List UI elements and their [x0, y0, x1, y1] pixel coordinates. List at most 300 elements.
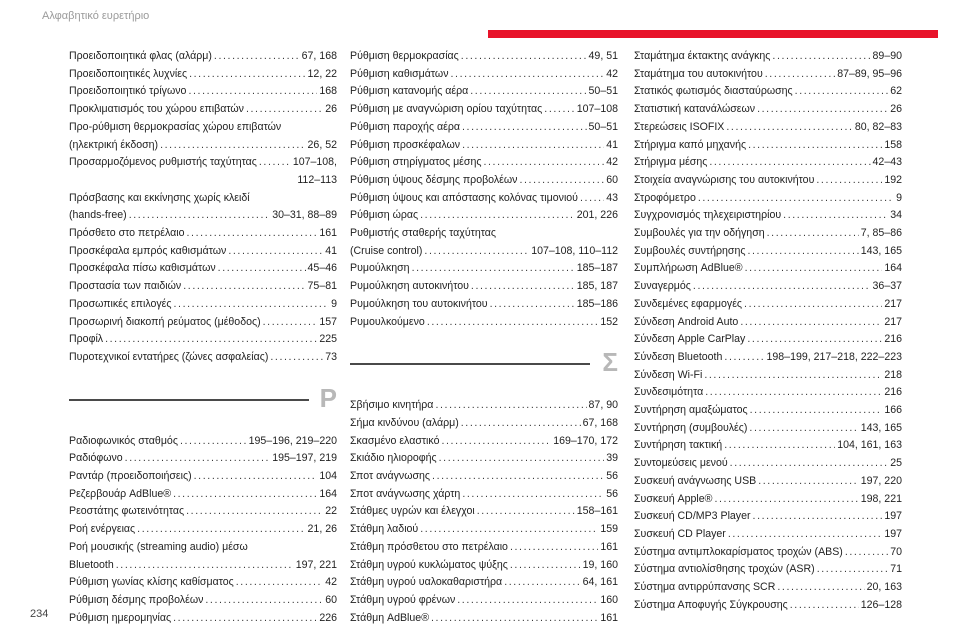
- entry-pages: 22: [325, 505, 337, 518]
- entry-term: Ρύθμιση ύψους και απόστασης κολόνας τιμονιού: [350, 191, 578, 204]
- index-entry: [634, 349, 902, 367]
- dot-leader: [510, 539, 598, 557]
- dot-leader: [420, 521, 598, 539]
- dot-leader: [845, 544, 888, 562]
- index-entry: [69, 557, 337, 575]
- entry-pages: 26: [890, 103, 902, 116]
- dot-leader: [451, 66, 605, 84]
- entry-pages: 107–108,: [292, 156, 337, 169]
- entry-pages: 26, 52: [307, 138, 337, 151]
- dot-leader: [125, 450, 271, 468]
- index-entry: [634, 260, 902, 278]
- index-entry: [634, 314, 902, 332]
- index-entry: [634, 561, 902, 579]
- entry-term: Σκασμένο ελαστικό: [350, 434, 440, 447]
- entry-term: Συσκευή CD/MP3 Player: [634, 510, 751, 523]
- entry-pages: 164: [319, 487, 337, 500]
- section-header-sigma: [350, 345, 618, 383]
- index-entry: [350, 207, 618, 225]
- entry-pages: 20, 163: [866, 581, 902, 594]
- entry-pages: 89–90: [872, 50, 902, 62]
- dot-leader: [174, 296, 330, 314]
- dot-leader: [714, 491, 858, 509]
- entry-pages: 161: [600, 611, 618, 624]
- entry-pages: 107–108: [576, 103, 618, 116]
- index-entry: [634, 101, 902, 119]
- entry-term: (ηλεκτρική έκδοση): [69, 138, 159, 151]
- entry-term: Ρεοστάτης φωτεινότητας: [69, 505, 185, 518]
- entries-col2-a: [350, 48, 618, 331]
- entry-term: Στάθμη υγρού κυκλώματος ψύξης: [350, 558, 508, 571]
- entry-term: Σποτ ανάγνωσης: [350, 470, 431, 483]
- index-entry: [350, 521, 618, 539]
- index-entry: [350, 397, 618, 415]
- entry-term: Συσκευή ανάγνωσης USB: [634, 474, 757, 487]
- index-entry: [634, 526, 902, 544]
- dot-leader: [749, 420, 858, 438]
- entry-pages: 169–170, 172: [553, 434, 618, 447]
- entry-term: Στάθμη υγρού φρένων: [350, 593, 456, 606]
- entry-term: Στήριγμα μέσης: [634, 156, 708, 169]
- entry-term: Ρύθμιση δέσμης προβολέων: [69, 593, 204, 606]
- entry-term: Στατικός φωτισμός διασταύρωσης: [634, 85, 793, 98]
- dot-leader: [173, 486, 317, 504]
- index-entry-line: Πρόσβασης και εκκίνησης χωρίς κλειδί: [69, 191, 250, 204]
- dot-leader: [783, 207, 888, 225]
- entry-pages: 143, 165: [860, 244, 902, 257]
- index-entry: [350, 154, 618, 172]
- entry-pages: 226: [319, 611, 337, 624]
- index-entry: [69, 314, 337, 332]
- entry-pages: 21, 26: [307, 523, 337, 536]
- index-entry: [634, 137, 902, 155]
- index-entry: [634, 437, 902, 455]
- entry-term: Συντομεύσεις μενού: [634, 457, 728, 470]
- entry-term: Ρεζερβουάρ AdBlue®: [69, 487, 172, 500]
- entry-pages: 87–89, 95–96: [837, 67, 902, 80]
- dot-leader: [753, 508, 883, 526]
- dot-leader: [483, 154, 604, 172]
- entry-term: Σύνδεση Apple CarPlay: [634, 333, 746, 346]
- index-entry: [69, 243, 337, 261]
- entry-pages: 185, 187: [576, 280, 618, 293]
- index-entry: [69, 137, 337, 155]
- entry-term: Στατιστική κατανάλώσεων: [634, 103, 756, 116]
- index-entry-line: Προ-ρύθμιση θερμοκρασίας χώρου επιβατών: [69, 120, 282, 133]
- index-entry: [350, 557, 618, 575]
- index-entry: [69, 101, 337, 119]
- entry-term: Σύνδεση Wi-Fi: [634, 368, 703, 381]
- index-entry: [634, 331, 902, 349]
- entry-term: Πρόσθετο στο πετρέλαιο: [69, 227, 185, 240]
- dot-leader: [510, 557, 581, 575]
- index-entry: [350, 610, 618, 628]
- entry-term: Σβήσιμο κινητήρα: [350, 399, 434, 412]
- entry-term: Ρύθμιση καθισμάτων: [350, 67, 449, 80]
- index-entry: [350, 137, 618, 155]
- header-accent-bar: [488, 30, 938, 38]
- index-entry: [634, 207, 902, 225]
- dot-leader: [817, 561, 889, 579]
- index-entry: [350, 172, 618, 190]
- dot-leader: [205, 592, 323, 610]
- entry-term: Προστασία των παιδιών: [69, 280, 182, 293]
- index-entry: [69, 225, 337, 243]
- entry-pages: 225: [319, 333, 337, 346]
- entry-pages: 216: [884, 333, 902, 346]
- entry-pages: 197: [884, 510, 902, 523]
- dot-leader: [173, 610, 317, 628]
- index-entry: [69, 433, 337, 451]
- entry-pages: 158–161: [576, 505, 618, 518]
- index-entry: [69, 278, 337, 296]
- entry-pages: 70: [890, 545, 902, 558]
- index-entry: [634, 83, 902, 101]
- dot-leader: [441, 433, 551, 451]
- dot-leader: [750, 402, 883, 420]
- entries-col3: [634, 48, 902, 615]
- entry-pages: 56: [606, 487, 618, 500]
- dot-leader: [730, 455, 889, 473]
- dot-leader: [816, 172, 882, 190]
- index-entry: [69, 450, 337, 468]
- entry-pages: 67, 168: [301, 50, 337, 62]
- index-entry: [634, 296, 902, 314]
- index-entry-line: Ροή μουσικής (streaming audio) μέσω: [69, 540, 248, 553]
- entry-term: Στάθμες υγρών και έλεγχοι: [350, 505, 475, 518]
- dot-leader: [186, 503, 323, 521]
- entry-pages: 201, 226: [576, 209, 618, 222]
- index-entry: [634, 190, 902, 208]
- dot-leader: [194, 468, 318, 486]
- entry-term: Προσωρινή διακοπή ρεύματος (μέθοδος): [69, 315, 261, 328]
- index-entry: [634, 579, 902, 597]
- entry-pages: 64, 161: [582, 576, 618, 589]
- dot-leader: [435, 397, 586, 415]
- entry-term: Συντήρηση αμαξώματος: [634, 404, 748, 417]
- entry-pages: 39: [606, 452, 618, 465]
- dot-leader: [726, 119, 852, 137]
- dot-leader: [228, 243, 323, 261]
- entry-pages: 152: [600, 315, 618, 328]
- entry-term: Ρύθμιση ώρας: [350, 209, 419, 222]
- dot-leader: [765, 66, 835, 84]
- index-entry: [350, 83, 618, 101]
- index-entry: [634, 491, 902, 509]
- entry-term: Συσκευή CD Player: [634, 527, 726, 540]
- entry-term: Συγχρονισμός τηλεχειριστηρίου: [634, 209, 782, 222]
- entry-term: Συμπλήρωση AdBlue®: [634, 262, 743, 275]
- dot-leader: [772, 48, 870, 66]
- index-entry: [350, 190, 618, 208]
- entry-term: Σήμα κινδύνου (αλάρμ): [350, 416, 459, 429]
- entry-pages: 143, 165: [860, 421, 902, 434]
- index-entry: [69, 468, 337, 486]
- entry-pages: 9: [331, 297, 337, 310]
- entry-term: Ραντάρ (προειδοποιήσεις): [69, 470, 192, 483]
- entry-pages: 217: [884, 315, 902, 328]
- entry-term: Προειδοποιητικά φλας (αλάρμ): [69, 50, 212, 62]
- entry-pages: 218: [884, 368, 902, 381]
- dot-leader: [420, 207, 575, 225]
- entry-pages: 49, 51: [588, 50, 618, 62]
- entry-term: Ρύθμιση κατανομής αέρα: [350, 85, 469, 98]
- entry-term: Συνδεσιμότητα: [634, 386, 704, 399]
- dot-leader: [745, 260, 883, 278]
- index-entry: [350, 415, 618, 433]
- entry-term: Σταμάτημα έκτακτης ανάγκης: [634, 50, 771, 62]
- dot-leader: [412, 260, 575, 278]
- entry-pages: 56: [606, 470, 618, 483]
- entry-term: Σύνδεση Android Auto: [634, 315, 739, 328]
- entries-col1-b: [69, 433, 337, 628]
- entry-term: Συντήρηση τακτική: [634, 439, 723, 452]
- entry-pages: 7, 85–86: [860, 227, 902, 240]
- dot-leader: [709, 154, 870, 172]
- entry-term: Ρύθμιση παροχής αέρα: [350, 120, 460, 133]
- entry-term: Προσωπικές επιλογές: [69, 297, 172, 310]
- index-column-3: [634, 48, 902, 615]
- entry-pages: 157: [319, 315, 337, 328]
- dot-leader: [439, 450, 605, 468]
- entry-pages: 45–46: [307, 262, 337, 275]
- index-entry: [350, 243, 618, 261]
- index-entry: [69, 574, 337, 592]
- entry-pages: 104, 161, 163: [837, 439, 902, 452]
- index-entry: [350, 260, 618, 278]
- dot-leader: [183, 278, 305, 296]
- dot-leader: [160, 137, 305, 155]
- dot-leader: [767, 225, 859, 243]
- index-entry: [634, 473, 902, 491]
- index-entry: [69, 592, 337, 610]
- index-entry: [350, 66, 618, 84]
- entry-term: Ραδιοφωνικός σταθμός: [69, 434, 178, 447]
- entry-pages: 80, 82–83: [854, 120, 902, 133]
- dot-leader: [457, 592, 598, 610]
- dot-leader: [724, 349, 764, 367]
- entry-pages: 71: [890, 563, 902, 576]
- dot-leader: [693, 278, 871, 296]
- index-entry: [350, 278, 618, 296]
- dot-leader: [263, 314, 318, 332]
- index-entry: [634, 243, 902, 261]
- index-entry: [634, 455, 902, 473]
- entry-term: Bluetooth: [69, 558, 114, 571]
- entry-term: Προφίλ: [69, 333, 104, 346]
- index-entry: [634, 544, 902, 562]
- section-rule: [69, 399, 309, 401]
- entry-term: Στάθμη λαδιού: [350, 523, 419, 536]
- dot-leader: [424, 243, 529, 261]
- entry-pages: 159: [600, 523, 618, 536]
- entry-term: Συντήρηση (συμβουλές): [634, 421, 748, 434]
- dot-leader: [757, 101, 888, 119]
- index-entry: [69, 331, 337, 349]
- entry-term: Στάθμη υγρού υαλοκαθαριστήρα: [350, 576, 503, 589]
- index-entry: [634, 402, 902, 420]
- section-letter: Ρ: [319, 382, 337, 413]
- dot-leader: [790, 597, 859, 615]
- index-entry: [634, 172, 902, 190]
- index-entry: [350, 450, 618, 468]
- dot-leader: [461, 48, 587, 66]
- index-entry: [350, 48, 618, 66]
- dot-leader: [504, 574, 580, 592]
- entry-pages: 41: [325, 244, 337, 257]
- entry-pages: 198–199, 217–218, 222–223: [766, 350, 902, 363]
- section-header-rho: [69, 381, 337, 419]
- index-entry: [350, 296, 618, 314]
- index-entry: [634, 420, 902, 438]
- dot-leader: [728, 526, 883, 544]
- entry-pages: 104: [319, 470, 337, 483]
- entry-pages: 73: [325, 350, 337, 363]
- index-entry: [69, 296, 337, 314]
- dot-leader: [470, 83, 586, 101]
- index-entry: [634, 225, 902, 243]
- dot-leader: [477, 503, 575, 521]
- index-entry: [634, 508, 902, 526]
- index-entry: [350, 314, 618, 332]
- entry-pages: 26: [325, 103, 337, 116]
- index-entry: [69, 66, 337, 84]
- index-entry: [350, 574, 618, 592]
- entry-term: Ρυμούλκηση αυτοκινήτου: [350, 280, 469, 293]
- entry-pages: 195–196, 219–220: [248, 434, 337, 447]
- entry-term: Στήριγμα καπό μηχανής: [634, 138, 747, 151]
- entry-term: (hands-free): [69, 209, 127, 222]
- entry-pages: 34: [890, 209, 902, 222]
- index-entry: [69, 610, 337, 628]
- entry-pages: 41: [606, 138, 618, 151]
- dot-leader: [519, 172, 604, 190]
- index-entry: [634, 367, 902, 385]
- entry-pages: 62: [890, 85, 902, 98]
- dot-leader: [116, 557, 294, 575]
- dot-leader: [490, 296, 575, 314]
- dot-leader: [236, 574, 323, 592]
- index-entry: [69, 154, 337, 172]
- entry-pages: 42: [325, 576, 337, 589]
- entries-col2-b: [350, 397, 618, 627]
- index-entry: [350, 592, 618, 610]
- dot-leader: [180, 433, 247, 451]
- entries-col1-a: [69, 48, 337, 367]
- entry-term: Συμβουλές συντήρησης: [634, 244, 746, 257]
- entry-term: Ρύθμιση γωνίας κλίσης καθίσματος: [69, 576, 234, 589]
- entry-term: Ρυμούλκηση του αυτοκινήτου: [350, 297, 488, 310]
- index-entry: [350, 119, 618, 137]
- index-entry: [69, 48, 337, 66]
- entry-term: Προσκέφαλα εμπρός καθισμάτων: [69, 244, 227, 257]
- dot-leader: [462, 119, 587, 137]
- entry-term: Σύστημα αντιμπλοκαρίσματος τροχών (ABS): [634, 545, 843, 558]
- entry-pages: 42: [606, 156, 618, 169]
- index-entry: [69, 503, 337, 521]
- dot-leader: [462, 486, 604, 504]
- dot-leader: [747, 331, 882, 349]
- entry-pages: 107–108, 110–112: [531, 244, 618, 257]
- entry-pages: 166: [884, 404, 902, 417]
- entry-term: Συναγερμός: [634, 280, 691, 293]
- entry-term: Προσαρμοζόμενος ρυθμιστής ταχύτητας: [69, 156, 257, 169]
- entry-pages: 164: [884, 262, 902, 275]
- index-entry: [634, 278, 902, 296]
- dot-leader: [471, 278, 575, 296]
- entry-pages: 216: [884, 386, 902, 399]
- index-entry: [634, 597, 902, 615]
- entry-pages: 25: [890, 457, 902, 470]
- entry-pages: 168: [319, 85, 337, 98]
- dot-leader: [427, 314, 598, 332]
- entry-pages: 197: [884, 527, 902, 540]
- index-column-1: [69, 48, 337, 627]
- entry-term: Ρύθμιση θερμοκρασίας: [350, 50, 459, 62]
- entry-term: Σύστημα αντιολίσθησης τροχών (ASR): [634, 563, 815, 576]
- dot-leader: [758, 473, 859, 491]
- entry-pages: 197, 220: [860, 474, 902, 487]
- entry-term: Ρυμούλκηση: [350, 262, 410, 275]
- entry-term: Πυροτεχνικοί εντατήρες (ζώνες ασφαλείας): [69, 350, 269, 363]
- entry-pages: 50–51: [588, 85, 618, 98]
- entry-pages: 42–43: [872, 156, 902, 169]
- section-letter: Σ: [602, 347, 618, 378]
- entry-pages: 42: [606, 67, 618, 80]
- entry-term: Σύστημα αντιρρύπανσης SCR: [634, 581, 776, 594]
- entry-term: Ρύθμιση με αναγνώριση ορίου ταχύτητας: [350, 103, 543, 116]
- entry-term: Στερεώσεις ISOFIX: [634, 120, 725, 133]
- entry-term: Ρυμουλκούμενο: [350, 315, 425, 328]
- dot-leader: [189, 66, 305, 84]
- entry-pages-continued: 112–113: [297, 173, 337, 186]
- index-entry: [350, 468, 618, 486]
- entry-term: Ρύθμιση στηρίγματος μέσης: [350, 156, 482, 169]
- dot-leader: [544, 101, 574, 119]
- entry-term: Προειδοποιητικές λυχνίες: [69, 67, 188, 80]
- entry-term: Προειδοποιητικό τρίγωνο: [69, 85, 187, 98]
- entry-term: Στοιχεία αναγνώρισης του αυτοκινήτου: [634, 173, 815, 186]
- entry-pages: 160: [600, 593, 618, 606]
- index-entry: [634, 48, 902, 66]
- entry-pages: 195–197, 219: [272, 452, 337, 465]
- index-entry: [350, 539, 618, 557]
- dot-leader: [431, 610, 598, 628]
- entry-pages: 12, 22: [307, 67, 337, 80]
- page-header-title: Αλφαβητικό ευρετήριο: [42, 10, 150, 22]
- entry-pages: 185–187: [576, 262, 618, 275]
- dot-leader: [580, 190, 604, 208]
- index-entry: [69, 521, 337, 539]
- entry-term: Σποτ ανάγνωσης χάρτη: [350, 487, 461, 500]
- entry-pages: 75–81: [307, 280, 337, 293]
- entry-term: Ρύθμιση προσκέφαλων: [350, 138, 461, 151]
- entry-pages: 9: [896, 191, 902, 204]
- dot-leader: [129, 207, 270, 225]
- entry-pages: 87, 90: [588, 399, 618, 412]
- dot-leader: [704, 367, 882, 385]
- index-entry-line: Ρυθμιστής σταθερής ταχύτητας: [350, 227, 497, 240]
- entry-term: Στροφόμετρο: [634, 191, 696, 204]
- dot-leader: [214, 48, 300, 66]
- entry-term: Συμβουλές για την οδήγηση: [634, 227, 765, 240]
- dot-leader: [795, 83, 889, 101]
- index-column-2: [350, 48, 618, 627]
- entry-pages: 60: [325, 593, 337, 606]
- entry-term: Ρύθμιση ύψους δέσμης προβολέων: [350, 173, 518, 186]
- entry-pages: 192: [884, 173, 902, 186]
- entry-term: Προκλιματισμός του χώρου επιβατών: [69, 103, 244, 116]
